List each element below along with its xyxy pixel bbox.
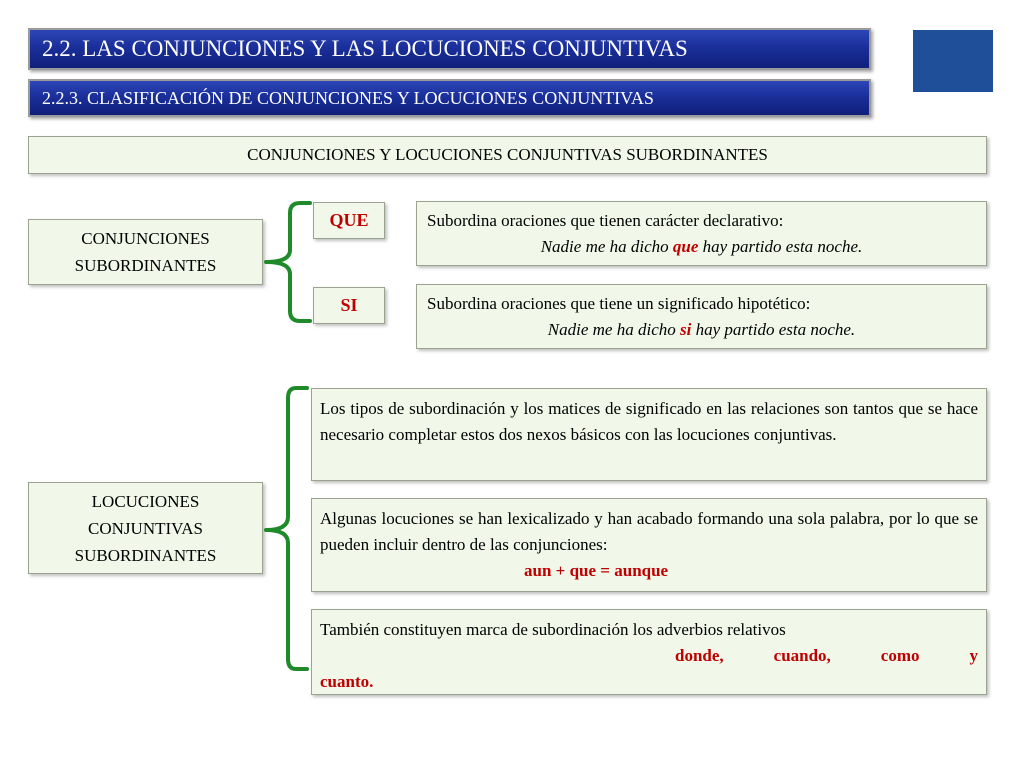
locuciones-label-line3: SUBORDINANTES [74,545,217,565]
adverbios-list: donde, cuando, como y [675,646,978,665]
locuciones-label-line1: LOCUCIONES [91,491,200,511]
definition-que-box [416,201,987,266]
conjunciones-subordinantes-box [28,219,263,285]
header-text: CONJUNCIONES Y LOCUCIONES CONJUNTIVAS SUBORDINANTES [247,145,768,164]
tag-que-text: QUE [329,210,369,230]
section-title [28,28,871,70]
paragraph-adverbios-text: También constituyen marca de subordinación los adverbios relativos [320,620,786,639]
conjunciones-label-line2: SUBORDINANTES [74,256,217,275]
definition-si-text: Subordina oraciones que tiene un significado hipotético: [427,294,811,313]
corner-decoration [913,30,993,92]
definition-si-box [416,284,987,349]
example-que-after: hay partido esta noche. [698,237,863,256]
example-si [427,317,976,343]
example-si-key: si [680,320,692,339]
tag-si-text: SI [340,295,358,315]
section-title-text: 2.2. LAS CONJUNCIONES Y LAS LOCUCIONES CONJUNTIVAS [42,36,688,61]
example-que [427,234,976,260]
header-box [28,136,987,174]
paragraph-lexicalizado-text: Algunas locuciones se han lexicalizado y han acabado formando una sola palabra, por lo que se pueden incluir dentro de las conjunciones: [320,509,978,554]
paragraph-tipos [311,388,987,481]
subsection-title-text: 2.2.3. CLASIFICACIÓN DE CONJUNCIONES Y LOCUCIONES CONJUNTIVAS [42,87,654,108]
paragraph-tipos-text: Los tipos de subordinación y los matices de significado en las relaciones son tantos que se hace necesario completar estos dos nexos básicos con las locuciones conjuntivas. [320,399,978,444]
tag-que [313,202,385,239]
adverbio-cuanto: cuanto. [320,672,374,691]
example-si-before: Nadie me ha dicho [547,320,680,339]
locuciones-subordinantes-box [28,482,263,574]
example-si-after: hay partido esta noche. [691,320,856,339]
subsection-title [28,79,871,117]
formula-aunque: aun + que = aunque [524,561,669,580]
paragraph-adverbios [311,609,987,695]
example-que-before: Nadie me ha dicho [540,237,673,256]
definition-que-text: Subordina oraciones que tienen carácter declarativo: [427,211,784,230]
example-que-key: que [672,237,699,256]
locuciones-label-line2: CONJUNTIVAS [88,518,203,538]
paragraph-lexicalizado [311,498,987,592]
tag-si [313,287,385,324]
conjunciones-label-line1: CONJUNCIONES [81,229,210,248]
locuciones-bracket [262,384,317,674]
